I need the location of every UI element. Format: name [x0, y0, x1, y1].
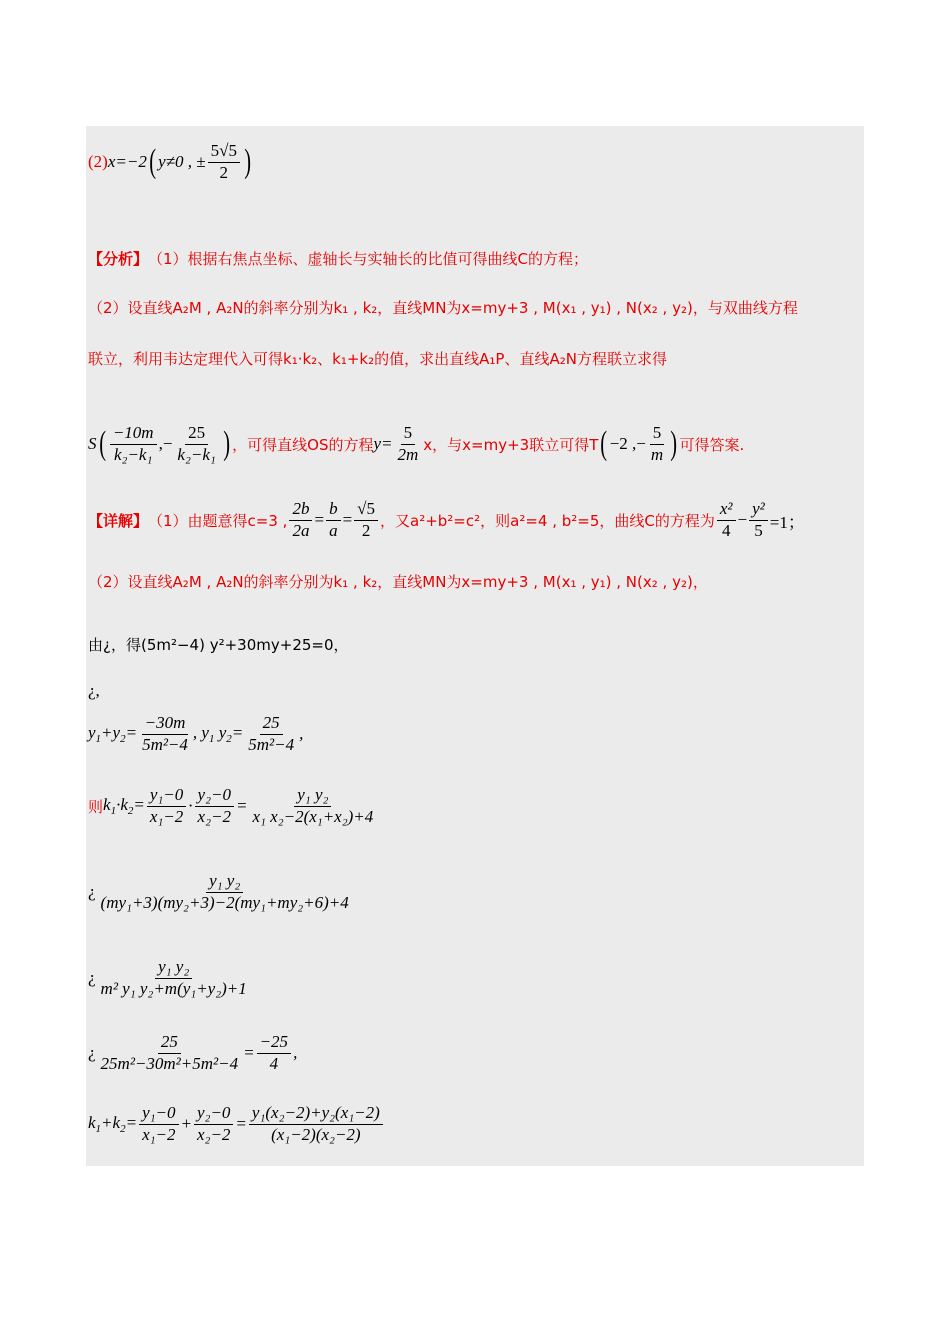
frac-num: b [326, 500, 341, 521]
frac-den: (x₁−2)(x₂−2) [271, 1124, 361, 1144]
frac-den: 4 [721, 520, 731, 540]
frac-den: 4 [269, 1053, 279, 1073]
analysis-text-2a: （2）设直线A₂M , A₂N的斜率分别为k₁ , k₂，直线MN为x=my+3 , M(x₁ , y₁) , N(x₂ , y₂)，与双曲线方程 [88, 299, 798, 317]
frac-x2-4 [717, 500, 736, 540]
frac-num: x² [717, 500, 736, 521]
detail-p1: 【详解】 （1）由题意得c=3 , $\frac{2b}{2a}$ = $\frac{b}{a}$ = $\frac{√5}{2}$ ，又a²+b²=c²，则a²=4 , b²=5，曲线C的方程为 $\frac{\text{x²}}{4}$ − $\frac{\text{y²}}{5}$ =1； [88, 499, 805, 540]
analysis-p2b [88, 348, 667, 369]
analysis-text-3: ，可得直线OS的方程 [232, 435, 374, 454]
analysis-p3 [88, 424, 744, 464]
frac-num: y₁(x₂−2)+y₂(x₁−2) [249, 1104, 383, 1125]
sum-k1-frac [139, 1104, 178, 1144]
step-line-3: ¿ $\frac{25}{\text{25m²−30m²+5m²−4}}$ = $\frac{-25}{4}$ , [88, 1032, 298, 1073]
os-slope-frac [395, 424, 422, 464]
k1k2-line: 则 $k_1\cdot k_2=$ $\frac{\text{y₁−0}}{\text{x₁−2}}$ · $\frac{\text{y₂−0}}{\text{x₂−2}}$ = $\frac{\text{y₁ y₂}}{\text{x₁ x₂−2(x₁+x₂)+4}}$ [88, 786, 378, 826]
detail-text-1: （1）由题意得c=3 , [148, 511, 288, 530]
frac-den: m [650, 444, 664, 464]
detail-p3 [88, 634, 349, 655]
detail-p4 [88, 681, 100, 701]
frac-num: y₁−0 [139, 1104, 178, 1125]
paren-right: ) [223, 425, 230, 463]
frac-num: −10m [110, 424, 157, 445]
frac-den: 25m²−30m²+5m²−4 [100, 1053, 239, 1073]
frac-den: 5m²−4 [248, 734, 295, 754]
frac-num: 5 [401, 424, 416, 445]
vieta-sum-frac [139, 714, 191, 754]
frac-num: y₁ y₂ [155, 958, 192, 979]
frac-den: k₂−k₁ [177, 444, 216, 464]
frac-y2-5 [749, 500, 768, 540]
frac-den: x₁−2 [142, 1124, 176, 1144]
frac-den: a [329, 520, 338, 540]
frac-sqrt5-2 [354, 500, 378, 540]
k2-frac [195, 786, 234, 826]
paren-left: ( [600, 425, 608, 463]
step-frac-3 [98, 1033, 242, 1073]
t-x: −2 ,− [609, 434, 646, 454]
frac-den: 5m²−4 [142, 734, 188, 754]
sum-result-frac [249, 1104, 383, 1144]
step-line-1: ¿ $\frac{\text{y₁ y₂}}{\text{(my₁+3)(my₂+3)−2(my₁+my₂+6)+4}}$ [88, 872, 354, 912]
frac-den: 2 [219, 162, 229, 182]
frac-den: m² y₁ y₂+m(y₁+y₂)+1 [100, 978, 247, 998]
detail-text-2: ，又a²+b²=c²，则a²=4 , b²=5，曲线C的方程为 [380, 511, 715, 530]
step-line-2: ¿ $\frac{\text{y₁ y₂}}{\text{m² y₁ y₂+m(y₁+y₂)+1}}$ [88, 958, 252, 998]
t-y-frac [648, 424, 666, 464]
frac-2b-2a [289, 500, 312, 540]
frac-num: y₁ y₂ [206, 872, 243, 893]
frac-den: x₁ x₂−2(x₁+x₂)+4 [252, 806, 374, 826]
frac-num: y² [749, 500, 768, 521]
answer-eq: x=−2 [107, 152, 147, 172]
analysis-p1 [88, 248, 588, 269]
detail-p2 [88, 571, 708, 592]
analysis-text-4: x，与x=my+3联立可得T [423, 435, 599, 454]
detail-text-3: =1； [769, 512, 805, 532]
detail-tag: 【详解】 [88, 511, 149, 530]
frac-num: 2b [289, 500, 312, 521]
paren-left: ( [149, 143, 156, 181]
frac-num: y₂−0 [194, 1104, 233, 1125]
frac-num: y₁ y₂ [294, 786, 331, 807]
k1-plus-k2-line: $k_1+k_2=$ $\frac{\text{y₁−0}}{\text{x₁−2}}$ + $\frac{\text{y₂−0}}{\text{x₂−2}}$ = $\frac{\text{y₁(x₂−2)+y₂(x₁−2)}}{\text{(x₁−2)(x₂−2)}}$ [88, 1104, 385, 1144]
comma: ,− [158, 434, 173, 454]
frac-num: −25 [257, 1033, 291, 1054]
step-result-frac [257, 1033, 291, 1073]
detail-text-5: 由¿，得(5m²−4) y²+30my+25=0， [88, 636, 349, 654]
frac-num: 5 [650, 424, 665, 445]
frac-num: 25 [260, 714, 283, 735]
answer-frac [208, 142, 240, 182]
frac-num: 25 [158, 1033, 181, 1054]
frac-den: x₂−2 [196, 1124, 231, 1144]
frac-b-a [326, 500, 341, 540]
y-eq: y= [373, 434, 393, 454]
paren-left: ( [98, 425, 106, 463]
frac-den: x₁−2 [149, 806, 184, 826]
analysis-tag: 【分析】 [88, 250, 149, 268]
frac-num: 25 [185, 424, 208, 445]
frac-den: 2a [292, 520, 310, 540]
analysis-text-2b: 联立，利用韦达定理代入可得k₁·k₂、k₁+k₂的值，求出直线A₁P、直线A₂N方程联立求得 [88, 350, 667, 368]
step-frac-2 [98, 958, 250, 998]
analysis-text-5: 可得答案. [679, 435, 745, 454]
s-x-frac [110, 424, 157, 464]
frac-num: y₁−0 [147, 786, 186, 807]
s-y-frac [174, 424, 218, 464]
k1-frac [147, 786, 186, 826]
frac-den: k₂−k₁ [114, 444, 153, 464]
frac-num: −30m [142, 714, 189, 735]
part-label: (2) [88, 152, 108, 172]
vieta-prod-frac [245, 714, 297, 754]
answer-line [88, 142, 253, 182]
analysis-text-1: （1）根据右焦点坐标、虚轴长与实轴长的比值可得曲线C的方程； [148, 250, 589, 268]
frac-den: 2m [397, 444, 419, 464]
frac-den: x₂−2 [197, 806, 231, 826]
point-s: S [88, 434, 97, 454]
frac-den: (my₁+3)(my₂+3)−2(my₁+my₂+6)+4 [100, 892, 349, 912]
sum-k2-frac [194, 1104, 233, 1144]
frac-num: y₂−0 [195, 786, 234, 807]
frac-den: 5 [754, 520, 763, 540]
frac-num: √5 [354, 500, 378, 521]
paren-right: ) [244, 143, 252, 181]
detail-text-6: ¿, [88, 681, 100, 700]
frac-den: 2 [361, 520, 371, 540]
paren-right: ) [670, 425, 678, 463]
frac-num: 5√5 [208, 142, 240, 163]
analysis-p2a [88, 297, 798, 318]
answer-inner: y≠0 , ± [158, 152, 206, 172]
step-frac-1 [98, 872, 352, 912]
vieta-line: $y_1+y_2=$ $\frac{-30m}{\text{5m²−4}}$ , $y_1$ $y_2=$ $\frac{25}{\text{5m²−4}}$ , [88, 713, 304, 754]
detail-text-4: （2）设直线A₂M , A₂N的斜率分别为k₁ , k₂，直线MN为x=my+3 , M(x₁ , y₁) , N(x₂ , y₂)， [88, 573, 708, 591]
k1k2-frac [249, 786, 376, 826]
